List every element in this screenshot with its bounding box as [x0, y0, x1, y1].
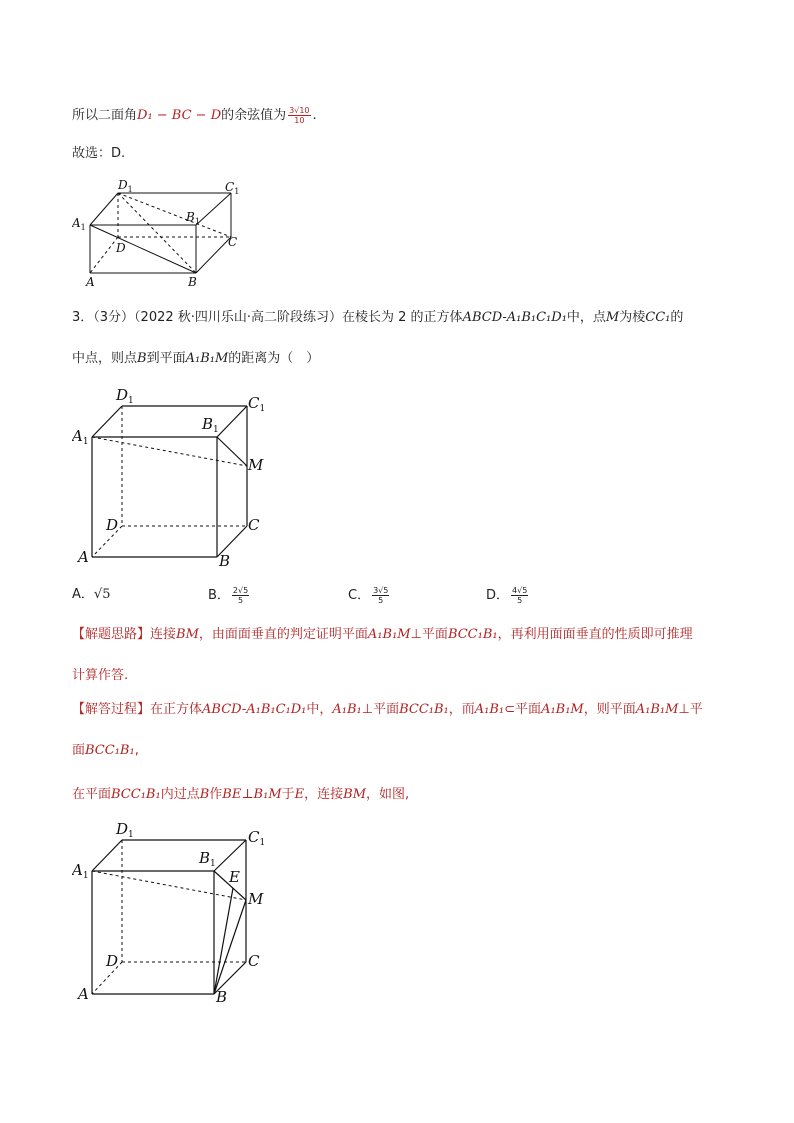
- label-D1: $D_1$: [118, 178, 133, 194]
- option-d-numerator: 4√5: [512, 586, 528, 595]
- option-d-letter: D．: [486, 588, 510, 603]
- solution-process-tag: 【解答过程】: [72, 702, 151, 717]
- process-text-c: ⊥平面: [361, 702, 400, 717]
- figure-cube: [72, 382, 272, 572]
- label-A1: $A_1$: [72, 861, 89, 881]
- question2-point-b: B: [137, 351, 147, 366]
- label-D1: $D_1$: [116, 820, 134, 840]
- label-E: E: [229, 868, 240, 886]
- option-b-denominator: 5: [238, 596, 244, 605]
- label-D1: $D_1$: [116, 386, 134, 406]
- idea-perp: ⊥平面: [410, 627, 448, 642]
- question2-plane: A₁B₁M: [185, 351, 229, 366]
- label-B: B: [216, 988, 228, 1006]
- process-text-e: ⊂平面: [504, 702, 542, 717]
- process-a1b1m-2: A₁B₁M: [635, 702, 679, 717]
- question-line-1: [72, 309, 683, 327]
- process-text-f: ，则平面: [583, 702, 636, 717]
- solution-process-line-2: [72, 742, 139, 760]
- solution-idea-line-2: 计算作答.: [72, 668, 129, 683]
- process-bcc: BCC₁B₁: [399, 702, 449, 717]
- answer-choice-line: 故选：D.: [72, 146, 126, 161]
- question-text-e: 为棱: [619, 310, 646, 325]
- cosine-fraction: [288, 106, 310, 125]
- process-cube: ABCD-A₁B₁C₁D₁: [202, 702, 307, 717]
- label-C: C: [248, 952, 260, 970]
- option-c-fraction: [372, 586, 389, 605]
- label-B1: $B_1$: [199, 849, 216, 869]
- label-B: B: [188, 275, 197, 289]
- option-d-denominator: 5: [517, 596, 523, 605]
- process2-plane: BCC₁B₁: [85, 743, 135, 758]
- conclusion-prefix: 所以二面角: [72, 108, 138, 123]
- label-B: B: [219, 552, 231, 570]
- label-M: M: [248, 456, 264, 474]
- label-A: A: [78, 548, 89, 566]
- conclusion-middle: 的余弦值为: [221, 108, 287, 123]
- conclusion-line: [72, 106, 317, 125]
- process2-text-a: 面: [72, 743, 86, 758]
- solution-idea-line-1: [72, 626, 693, 644]
- option-d[interactable]: [486, 586, 530, 605]
- label-C: C: [228, 235, 238, 249]
- process3-text-g: 于: [281, 787, 295, 802]
- idea-text-c: ，再利用面面垂直的性质即可推理: [497, 627, 693, 642]
- process3-text-a: 在平面: [72, 787, 112, 802]
- label-D: D: [106, 952, 119, 970]
- idea-bm: BM: [176, 627, 199, 642]
- question-cube: ABCD-A₁B₁C₁D₁: [462, 310, 567, 325]
- idea-text-b: ，由面面垂直的判定证明平面: [198, 627, 368, 642]
- solution-idea-tag: 【解题思路】: [72, 627, 151, 642]
- question2-text-c: 到平面: [146, 351, 186, 366]
- option-b-numerator: 2√5: [232, 586, 249, 595]
- figure-box: [72, 176, 252, 291]
- label-D: D: [106, 516, 119, 534]
- question2-text-e: 的距离为（ ）: [228, 351, 320, 366]
- process3-bm: BM: [343, 787, 367, 802]
- process3-text-e: 作: [209, 787, 223, 802]
- label-C1: $C_1$: [248, 394, 266, 414]
- dihedral-angle: D₁ − BC − D: [137, 108, 222, 123]
- label-M: M: [248, 890, 264, 908]
- process3-text-c: 内过点: [160, 787, 200, 802]
- option-c-denominator: 5: [378, 596, 384, 605]
- process-text-a: 在正方体: [150, 702, 203, 717]
- idea-text-a: 连接: [150, 627, 177, 642]
- process3-point-b: B: [199, 787, 210, 802]
- question-text-c: 中，点: [566, 310, 606, 325]
- process-text-g: ⊥平: [678, 702, 703, 717]
- process3-point-e: E: [294, 787, 305, 802]
- label-A1: $A_1$: [72, 427, 89, 447]
- label-A: A: [86, 275, 95, 289]
- figure-cube-with-e: [72, 816, 272, 1006]
- solution-process-line-3: [72, 786, 409, 804]
- option-c-letter: C．: [348, 588, 371, 603]
- option-c[interactable]: [348, 586, 391, 605]
- question-point-m: M: [605, 310, 620, 325]
- option-c-numerator: 3√5: [373, 586, 389, 595]
- process3-perp: BE⊥B₁M: [222, 787, 282, 802]
- fraction-numerator: 3√10: [289, 106, 310, 115]
- process-a1b1m: A₁B₁M: [541, 702, 584, 717]
- option-b[interactable]: [208, 586, 251, 605]
- process3-plane: BCC₁B₁: [111, 787, 161, 802]
- process-a1b1: A₁B₁: [474, 702, 505, 717]
- question-edge: CC₁: [645, 310, 671, 325]
- idea-plane-1: A₁B₁M: [367, 627, 411, 642]
- option-a[interactable]: [72, 586, 110, 604]
- question-text-a: 3．（3分）（2022 秋·四川乐山·高二阶段练习）在棱长为 2 的正方体: [72, 310, 463, 325]
- label-D: D: [116, 241, 126, 255]
- label-A1: $A_1$: [72, 216, 86, 232]
- process3-text-k: ，如图,: [366, 787, 410, 802]
- question-line-2: [72, 350, 319, 368]
- question-text-g: 的: [670, 310, 684, 325]
- conclusion-end: .: [312, 108, 317, 123]
- label-C1: $C_1$: [248, 828, 266, 848]
- label-B1: $B_1$: [202, 415, 219, 435]
- option-b-fraction: [232, 586, 249, 605]
- fraction-denominator: 10: [294, 116, 305, 125]
- label-B1: $B_1$: [186, 210, 200, 226]
- process2-text-c: ,: [134, 743, 139, 758]
- option-d-fraction: [511, 586, 528, 605]
- label-C: C: [248, 516, 260, 534]
- label-A: A: [78, 985, 89, 1003]
- label-C1: $C_1$: [225, 180, 240, 196]
- solution-process-line-1: [72, 701, 703, 719]
- process-text-b: 中，: [306, 702, 333, 717]
- idea-plane-2: BCC₁B₁: [447, 627, 498, 642]
- option-a-letter: A．: [72, 587, 94, 602]
- option-a-value: √5: [93, 587, 111, 602]
- question2-text-a: 中点，则点: [72, 351, 138, 366]
- process-ab: A₁B₁: [332, 702, 362, 717]
- process3-text-i: ，连接: [304, 787, 344, 802]
- option-b-letter: B．: [208, 588, 230, 603]
- process-text-d: ，而: [448, 702, 475, 717]
